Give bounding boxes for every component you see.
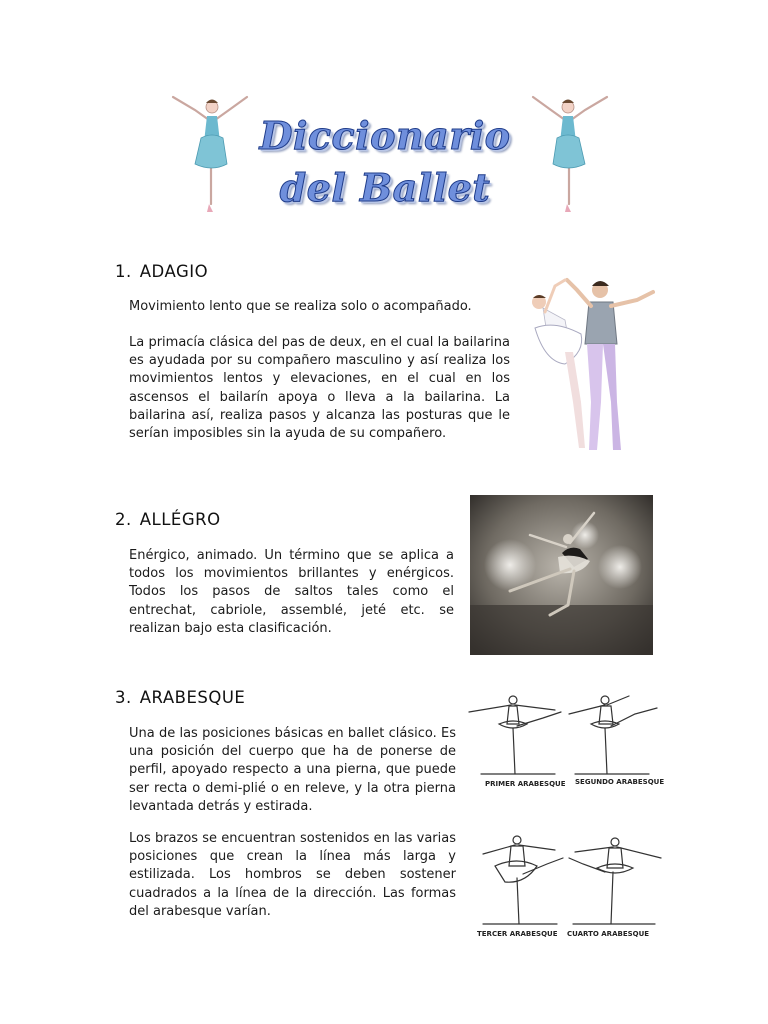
ballerina-clipart-right [525, 92, 615, 217]
title-line-1: Diccionario [259, 113, 511, 158]
section-title: ALLÉGRO [139, 510, 221, 529]
allegro-paragraph-1: Enérgico, animado. Un término que se aplica a todos los movimientos brillantes y enérgicos. Todos los pasos de saltos tales como el entrechat, cabriole, assemblé, jeté etc. se realizan bajo esta clasificación. [129, 548, 454, 636]
adagio-paragraph-1: Movimiento lento que se realiza solo o acompañado. [129, 299, 472, 314]
arabesque-paragraph-1: Una de las posiciones básicas en ballet clásico. Es una posición del cuerpo que ha de ponerse de perfil, apoyado respecto a una pierna, que puede ser recta o demi-plié o en releve, y la otra pierna levantada detrás y estirada. [129, 726, 456, 814]
section-title: ARABESQUE [139, 688, 246, 707]
section-heading-allegro [115, 510, 221, 529]
section-number: 2. [115, 510, 132, 529]
arabesque-label-3: TERCER ARABESQUE [477, 930, 558, 938]
arabesque-positions-illustration [465, 688, 665, 943]
section-number: 3. [115, 688, 132, 707]
section-heading-arabesque [115, 688, 245, 707]
arabesque-label-2: SEGUNDO ARABESQUE [575, 778, 665, 786]
document-title [250, 110, 520, 214]
ballerina-clipart-left [165, 92, 255, 217]
allegro-photo [470, 495, 653, 655]
adagio-paragraph-2: La primacía clásica del pas de deux, en el cual la bailarina es ayudada por su compañero masculino y así realiza los movimientos lentos y elevaciones, en el cual en los ascensos el bailarín apoya o lleva a la bailarina. La bailarina así, realiza pasos y alcanza las posturas que le serían imposibles sin la ayuda de su compañero. [129, 335, 510, 442]
arabesque-label-4: CUARTO ARABESQUE [567, 930, 650, 938]
pas-de-deux-image [525, 272, 655, 460]
section-number: 1. [115, 262, 132, 281]
title-line-2: del Ballet [279, 165, 491, 210]
arabesque-paragraph-2: Los brazos se encuentran sostenidos en las varias posiciones que crean la línea más larga y estilizada. Los hombros se deben sostener cuadrados a la línea de la dirección. Las formas del arabesque varían. [129, 831, 456, 919]
section-title: ADAGIO [139, 262, 209, 281]
arabesque-label-1: PRIMER ARABESQUE [485, 780, 566, 788]
section-heading-adagio [115, 262, 208, 281]
